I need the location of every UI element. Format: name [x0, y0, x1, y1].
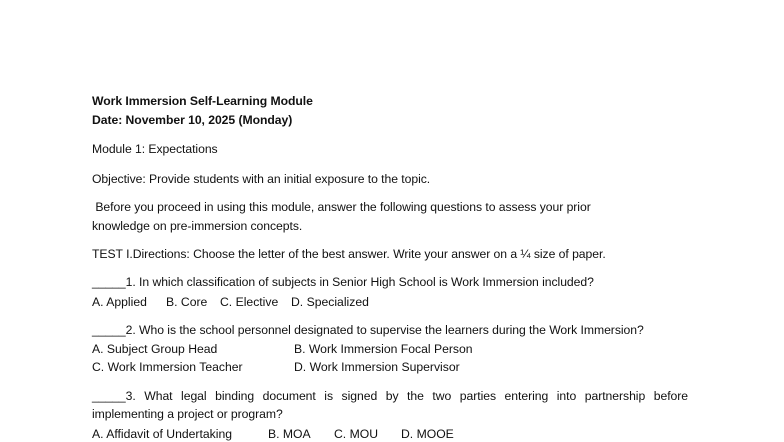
question-2-option-b: B. Work Immersion Focal Person — [294, 342, 473, 356]
question-3-line-1: _____3. What legal binding document is signed by the two parties entering into partnership before — [92, 389, 688, 403]
module-name: Module 1: Expectations — [92, 142, 218, 156]
question-2-option-a: A. Subject Group Head — [92, 342, 218, 356]
question-2-option-d: D. Work Immersion Supervisor — [294, 360, 460, 374]
question-1-option-b: B. Core — [166, 295, 208, 309]
intro-line-1: Before you proceed in using this module, answer the following questions to assess your prior — [92, 200, 591, 214]
document-title: Work Immersion Self-Learning Module — [92, 94, 313, 108]
question-1-option-d: D. Specialized — [291, 295, 369, 309]
intro-line-2: knowledge on pre-immersion concepts. — [92, 219, 303, 233]
question-3-option-a: A. Affidavit of Undertaking — [92, 427, 233, 441]
question-1-option-c: C. Elective — [220, 295, 279, 309]
question-2: _____2. Who is the school personnel designated to supervise the learners during the Work Immersion? — [92, 323, 644, 337]
question-3-option-c: C. MOU — [334, 427, 379, 441]
question-3-line-2: implementing a project or program? — [92, 407, 283, 421]
question-1-option-a: A. Applied — [92, 295, 147, 309]
question-3-option-d: D. MOOE — [401, 427, 454, 441]
question-3-option-b: B. MOA — [268, 427, 311, 441]
module-objective: Objective: Provide students with an initial exposure to the topic. — [92, 172, 431, 186]
question-2-option-c: C. Work Immersion Teacher — [92, 360, 243, 374]
test-directions: TEST I.Directions: Choose the letter of the best answer. Write your answer on a ¼ size of paper. — [92, 247, 606, 261]
question-1: _____1. In which classification of subjects in Senior High School is Work Immersion included? — [92, 275, 594, 289]
document-date: Date: November 10, 2025 (Monday) — [92, 113, 293, 127]
